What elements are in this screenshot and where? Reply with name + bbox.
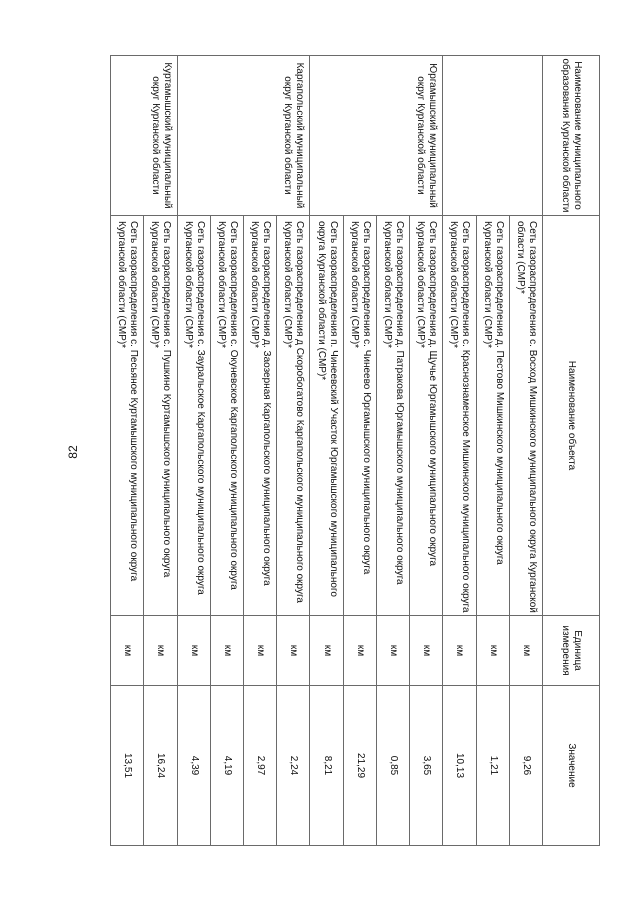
unit-cell: км xyxy=(111,616,144,686)
unit-cell: км xyxy=(509,616,542,686)
unit-cell: км xyxy=(476,616,509,686)
table-body xyxy=(111,56,543,846)
value-cell: 2,24 xyxy=(277,686,310,846)
header-object: Наименование объекта xyxy=(543,216,600,616)
table-header-row xyxy=(543,56,600,846)
value-cell: 4,39 xyxy=(177,686,210,846)
value-cell: 8,21 xyxy=(310,686,343,846)
value-cell: 0,85 xyxy=(376,686,409,846)
object-name-cell: Сеть газораспределения с. Окуневское Каргапольского муниципального округа Курганской области (СМР)* xyxy=(210,216,243,616)
object-name-cell: Сеть газораспределения с. Чинеево Юргамышского муниципального округа Курганской области (СМР)* xyxy=(343,216,376,616)
object-name-cell: Сеть газораспределения с. Краснознаменское Мишкинского муниципального округа Курганской области (СМР)* xyxy=(443,216,476,616)
header-unit: Единица измерения xyxy=(543,616,600,686)
value-cell: 10,13 xyxy=(443,686,476,846)
header-value: Значение xyxy=(543,686,600,846)
unit-cell: км xyxy=(343,616,376,686)
value-cell: 3,65 xyxy=(410,686,443,846)
object-name-cell: Сеть газораспределения с. Восход Мишкинского муниципального округа Курганской области (СМР)* xyxy=(509,216,542,616)
unit-cell: км xyxy=(244,616,277,686)
table-row xyxy=(509,56,542,846)
object-name-cell: Сеть газораспределения д. Патракова Юргамышского муниципального округа Курганской области (СМР)* xyxy=(376,216,409,616)
gas-network-table xyxy=(110,55,600,846)
unit-cell: км xyxy=(310,616,343,686)
object-name-cell: Сеть газораспределения с. Песьяное Куртамышского муниципального округа Курганской области (СМР)* xyxy=(111,216,144,616)
value-cell: 2,97 xyxy=(244,686,277,846)
unit-cell: км xyxy=(210,616,243,686)
unit-cell: км xyxy=(277,616,310,686)
municipality-cell: Каргапольский муниципальный округ Курганской области xyxy=(177,56,310,216)
unit-cell: км xyxy=(376,616,409,686)
unit-cell: км xyxy=(410,616,443,686)
object-name-cell: Сеть газораспределения д. Щучье Юргамышского муниципального округа Курганской области (СМР)* xyxy=(410,216,443,616)
object-name-cell: Сеть газораспределения п. Чинеевский Участок Юргамышского муниципального округа Курганской области (СМР)* xyxy=(310,216,343,616)
object-name-cell: Сеть газораспределения с. Пушкино Куртамышского муниципального округа Курганской области (СМР)* xyxy=(144,216,177,616)
value-cell: 9,26 xyxy=(509,686,542,846)
unit-cell: км xyxy=(144,616,177,686)
value-cell: 21,29 xyxy=(343,686,376,846)
page-number: 82 xyxy=(66,445,80,459)
value-cell: 4,19 xyxy=(210,686,243,846)
object-name-cell: Сеть газораспределения с. Зауральское Каргапольского муниципального округа Курганской области (СМР)* xyxy=(177,216,210,616)
unit-cell: км xyxy=(443,616,476,686)
value-cell: 13,51 xyxy=(111,686,144,846)
table-row xyxy=(410,56,443,846)
municipality-cell xyxy=(443,56,543,216)
object-name-cell: Сеть газораспределения д. Пестово Мишкинского муниципального округа Курганской области (СМР)* xyxy=(476,216,509,616)
municipality-cell: Куртамышский муниципальный округ Курганской области xyxy=(111,56,178,216)
table-row xyxy=(277,56,310,846)
object-name-cell: Сеть газораспределения д Скоробогатово Каргапольского муниципального округа Курганской области (СМР)* xyxy=(277,216,310,616)
header-municipality: Наименование муниципального образования Курганской области xyxy=(543,56,600,216)
object-name-cell: Сеть газораспределения д. Заозерная Каргапольского муниципального округа Курганской области (СМР)* xyxy=(244,216,277,616)
table-row xyxy=(144,56,177,846)
municipality-cell: Юргамышский муниципальный округ Курганской области xyxy=(310,56,443,216)
value-cell: 1,21 xyxy=(476,686,509,846)
unit-cell: км xyxy=(177,616,210,686)
value-cell: 16,24 xyxy=(144,686,177,846)
rotated-table-container xyxy=(110,55,600,845)
